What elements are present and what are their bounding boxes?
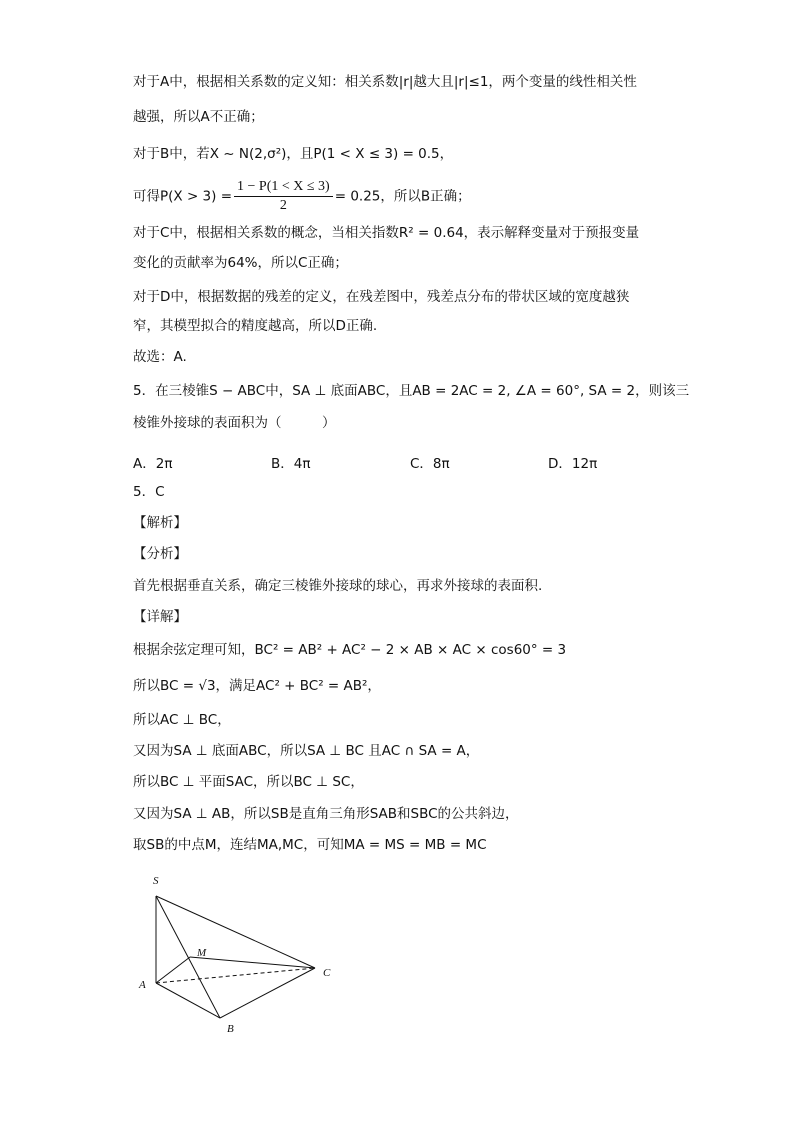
option-a: A．2π bbox=[133, 456, 173, 472]
detail-line-1: 根据余弦定理可知，BC² = AB² + AC² − 2 × AB × AC × cos60° = 3 bbox=[133, 642, 567, 658]
text-line-6: 变化的贡献率为64%，所以C正确； bbox=[133, 255, 348, 271]
analysis-text: 首先根据垂直关系，确定三棱锥外接球的球心，再求外接球的表面积. bbox=[133, 578, 543, 594]
segment-ma bbox=[156, 957, 190, 983]
section-fenxi: 【分析】 bbox=[133, 546, 187, 562]
section-jiexi: 【解析】 bbox=[133, 515, 187, 531]
text-line-3: 对于B中，若X ~ N(2,σ²)，且P(1 < X ≤ 3) = 0.5， bbox=[133, 146, 454, 162]
text-line-9: 故选：A. bbox=[133, 349, 187, 365]
question-5-line-1: 5．在三棱锥S − ABC中，SA ⊥ 底面ABC，且AB = 2AC = 2, ∠A = 60°, SA = 2，则该三 bbox=[133, 383, 690, 399]
fraction-numerator: 1 − P(1 < X ≤ 3) bbox=[234, 178, 333, 197]
fraction bbox=[234, 178, 333, 215]
fraction-denominator: 2 bbox=[279, 198, 287, 213]
detail-line-5: 所以BC ⊥ 平面SAC，所以BC ⊥ SC， bbox=[133, 774, 364, 790]
option-c: C．8π bbox=[410, 456, 450, 472]
text-line-2: 越强，所以A不正确； bbox=[133, 109, 264, 125]
label-m: M bbox=[197, 947, 207, 959]
text-line-5: 对于C中，根据相关系数的概念，当相关指数R² = 0.64，表示解释变量对于预报变量 bbox=[133, 225, 640, 241]
option-b: B．4π bbox=[271, 456, 311, 472]
option-d: D．12π bbox=[548, 456, 598, 472]
text-line-7: 对于D中，根据数据的残差的定义，在残差图中，残差点分布的带状区域的宽度越狭 bbox=[133, 289, 630, 305]
question-5-line-2: 棱锥外接球的表面积为（ ） bbox=[133, 415, 336, 431]
edge-sc bbox=[156, 896, 315, 968]
detail-line-6: 又因为SA ⊥ AB，所以SB是直角三角形SAB和SBC的公共斜边， bbox=[133, 806, 519, 822]
label-c: C bbox=[323, 967, 331, 979]
detail-line-7: 取SB的中点M，连结MA,MC，可知MA = MS = MB = MC bbox=[133, 837, 487, 853]
detail-line-4: 又因为SA ⊥ 底面ABC，所以SA ⊥ BC 且AC ∩ SA = A， bbox=[133, 743, 480, 759]
label-b: B bbox=[227, 1023, 234, 1035]
text-line-1: 对于A中，根据相关系数的定义知：相关系数|r|越大且|r|≤1，两个变量的线性相关性 bbox=[133, 74, 637, 90]
section-xiangjie: 【详解】 bbox=[133, 609, 187, 625]
detail-line-3: 所以AC ⊥ BC， bbox=[133, 712, 231, 728]
text-line-8: 窄，其模型拟合的精度越高，所以D正确. bbox=[133, 318, 378, 334]
label-s: S bbox=[153, 875, 159, 887]
edge-sb bbox=[156, 896, 220, 1018]
text-line-4 bbox=[133, 178, 471, 215]
segment-mc bbox=[190, 957, 315, 968]
label-a: A bbox=[139, 979, 146, 991]
detail-line-2: 所以BC = √3，满足AC² + BC² = AB²， bbox=[133, 678, 381, 694]
text-line-4-prefix: 可得P(X > 3) = bbox=[133, 188, 233, 205]
tetrahedron-figure bbox=[133, 868, 353, 1038]
text-line-4-suffix: = 0.25，所以B正确； bbox=[334, 188, 471, 205]
answer-line: 5．C bbox=[133, 484, 165, 500]
